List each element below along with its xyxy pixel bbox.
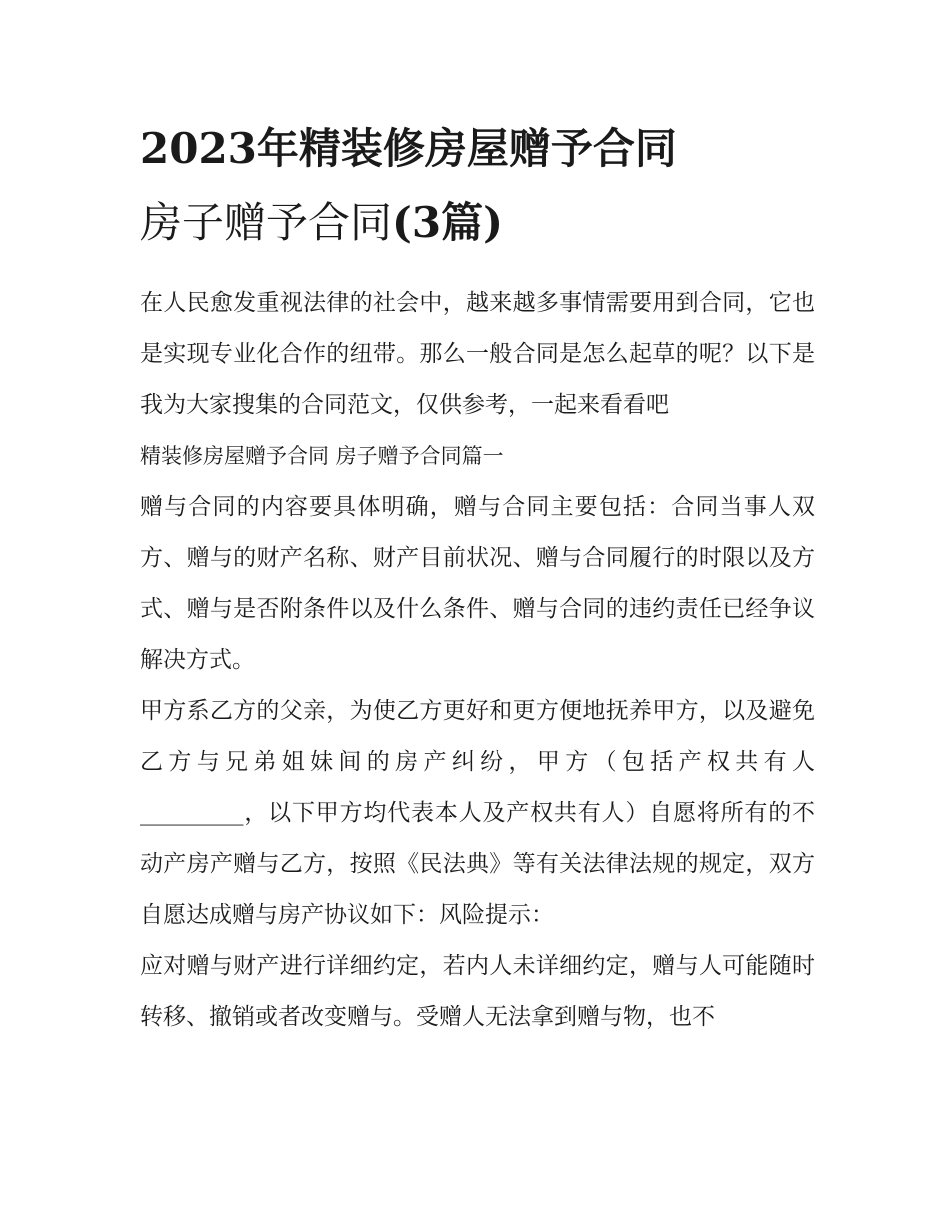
title-line-2-text: 房子赠予合同 — [140, 198, 393, 247]
body-paragraph-1: 赠与合同的内容要具体明确，赠与合同主要包括：合同当事人双方、赠与的财产名称、财产目前状况、赠与合同履行的时限以及方式、赠与是否附条件以及什么条件、赠与合同的违约责任已经争议解决方式。 — [140, 494, 815, 673]
document-body — [140, 278, 815, 1043]
document-page — [140, 112, 815, 1043]
document-title — [140, 112, 815, 260]
title-count: (3篇) — [392, 198, 503, 247]
title-line-2 — [140, 186, 815, 260]
section-heading: 精装修房屋赠予合同 房子赠予合同篇一 — [140, 444, 504, 468]
body-paragraph-2: 甲方系乙方的父亲，为使乙方更好和更方便地抚养甲方，以及避免乙方与兄弟姐妹间的房产纠纷，甲方（包括产权共有人_________，以下甲方均代表本人及产权共有人）自愿将所有的不动产房产赠与乙方，按照《民法典》等有关法律法规的规定，双方自愿达成赠与房产协议如下：风险提示： — [140, 698, 815, 928]
body-paragraph-3: 应对赠与财产进行详细约定，若内人未详细约定，赠与人可能随时转移、撤销或者改变赠与。受赠人无法拿到赠与物，也不 — [140, 953, 815, 1030]
title-line-1: 2023年精装修房屋赠予合同 — [140, 124, 677, 173]
intro-paragraph: 在人民愈发重视法律的社会中，越来越多事情需要用到合同，它也是实现专业化合作的纽带。那么一般合同是怎么起草的呢？以下是我为大家搜集的合同范文，仅供参考，一起来看看吧 — [140, 290, 815, 418]
